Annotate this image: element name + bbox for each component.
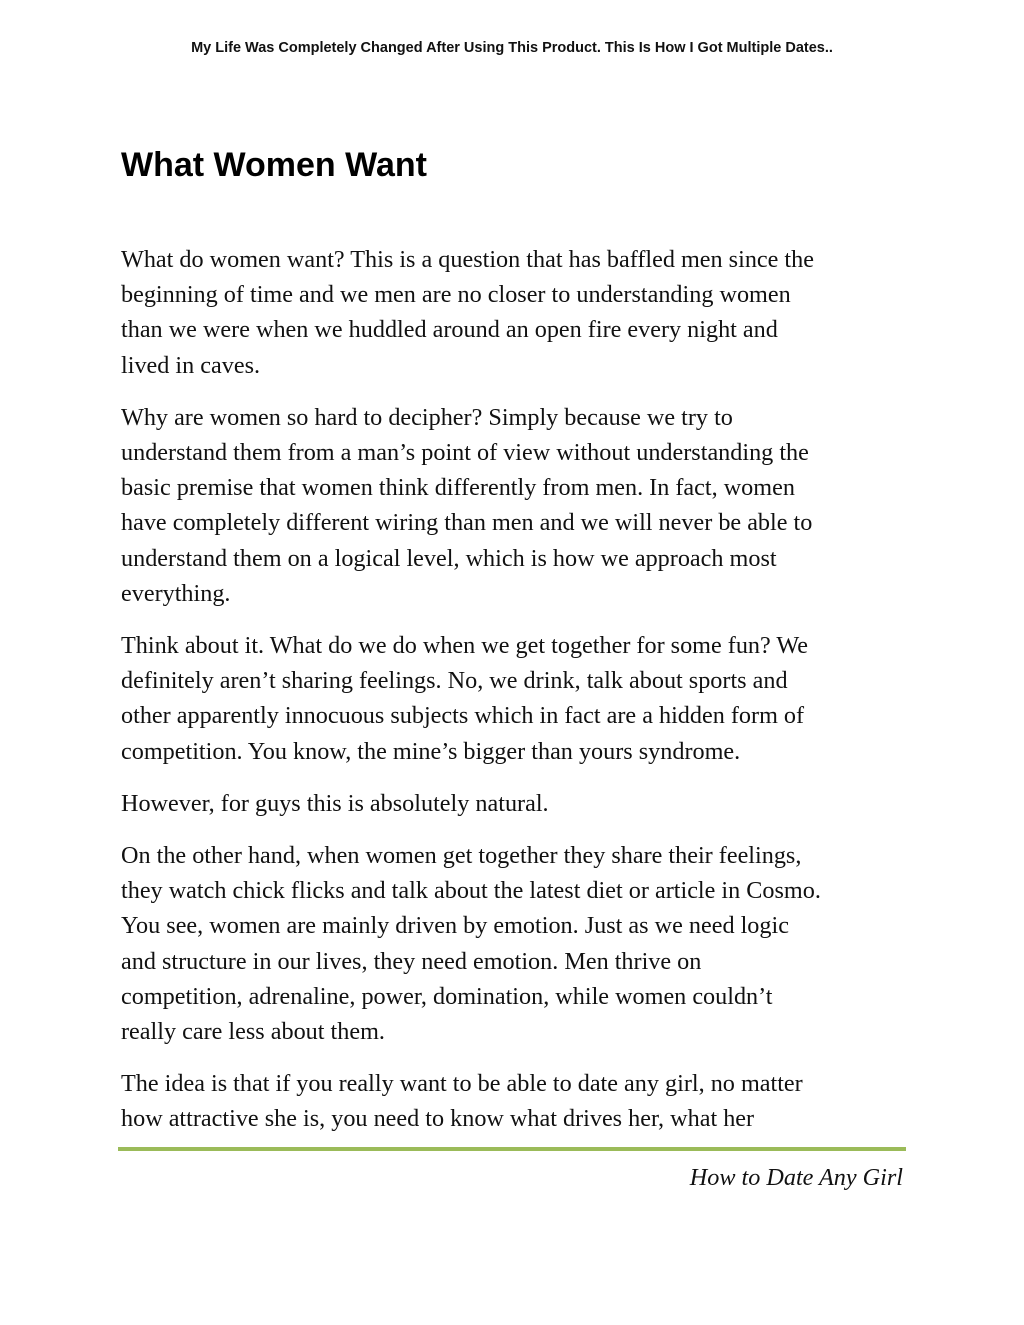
paragraph-5 [121, 838, 911, 1049]
text-line: lived in caves. [121, 351, 261, 379]
text-line: beginning of time and we men are no closer to understanding women [121, 281, 791, 309]
text-line: What do women want? This is a question that has baffled men since the [121, 246, 814, 273]
text-line: basic premise that women think differently from men. In fact, women [121, 474, 795, 502]
text-line: and structure in our lives, they need emotion. Men thrive on [121, 947, 702, 975]
text-line: understand them from a man’s point of view without understanding the [121, 439, 809, 467]
text-line: Why are women so hard to decipher? Simply because we try to [121, 403, 733, 431]
text-line: definitely aren’t sharing feelings. No, we drink, talk about sports and [121, 667, 788, 695]
paragraph-4 [121, 786, 911, 821]
page-title: What Women Want [121, 146, 427, 184]
text-line: competition. You know, the mine’s bigger than yours syndrome. [121, 737, 741, 765]
text-line: However, for guys this is absolutely natural. [121, 789, 549, 817]
paragraph-2 [121, 400, 911, 611]
text-line: competition, adrenaline, power, domination, while women couldn’t [121, 982, 773, 1010]
text-line: On the other hand, when women get together they share their feelings, [121, 842, 802, 870]
text-line: You see, women are mainly driven by emotion. Just as we need logic [121, 912, 789, 940]
footer-divider [118, 1147, 906, 1151]
paragraph-1 [121, 242, 911, 383]
text-line: other apparently innocuous subjects which in fact are a hidden form of [121, 702, 805, 730]
paragraph-3 [121, 628, 911, 769]
text-line: everything. [121, 579, 231, 607]
footer-book-title: How to Date Any Girl [689, 1164, 903, 1191]
text-line: understand them on a logical level, which is how we approach most [121, 544, 777, 572]
paragraph-6 [121, 1066, 911, 1136]
text-line: they watch chick flicks and talk about the latest diet or article in Cosmo. [121, 877, 821, 905]
article-body [121, 242, 911, 1142]
top-banner: My Life Was Completely Changed After Using This Product. This Is How I Got Multiple Dates.. [191, 40, 833, 56]
text-line: The idea is that if you really want to be able to date any girl, no matter [121, 1070, 803, 1098]
text-line: Think about it. What do we do when we get together for some fun? We [121, 632, 808, 660]
text-line: have completely different wiring than men and we will never be able to [121, 509, 813, 537]
text-line: how attractive she is, you need to know what drives her, what her [121, 1105, 755, 1133]
text-line: really care less about them. [121, 1018, 385, 1046]
text-line: than we were when we huddled around an open fire every night and [121, 316, 778, 344]
